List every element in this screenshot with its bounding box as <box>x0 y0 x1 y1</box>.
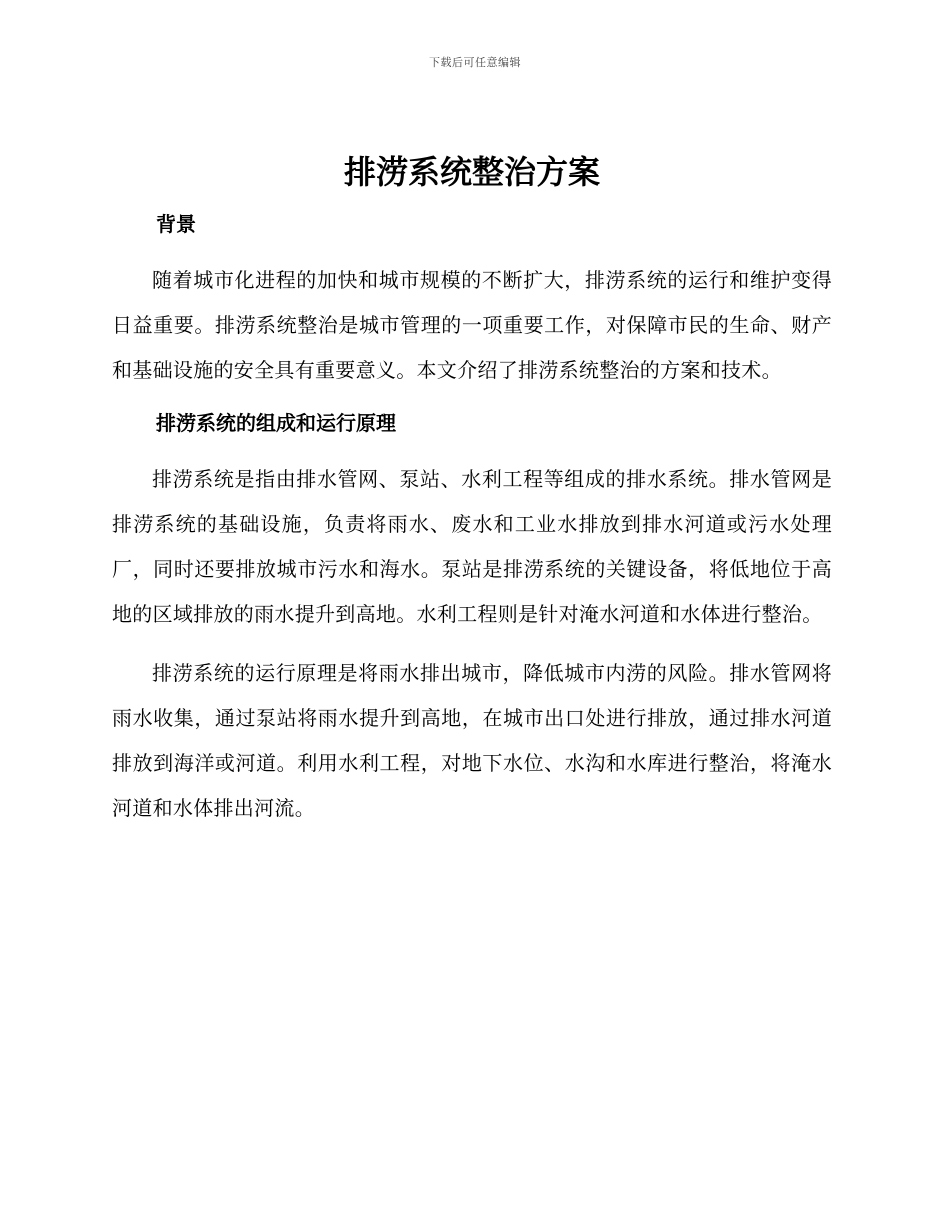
paragraph-operation-principle: 排涝系统的运行原理是将雨水排出城市，降低城市内涝的风险。排水管网将雨水收集，通过泵站将雨水提升到高地，在城市出口处进行排放，通过排水河道排放到海洋或河道。利用水利工程，对地下水位、水沟和水库进行整治，将淹水河道和水体排出河流。 <box>112 661 832 820</box>
document-title: 排涝系统整治方案 <box>343 153 600 191</box>
header-note: 下载后可任意编辑 <box>429 56 521 69</box>
section-heading-composition: 排涝系统的组成和运行原理 <box>156 411 396 435</box>
section-heading-background: 背景 <box>156 212 196 236</box>
paragraph-composition: 排涝系统是指由排水管网、泵站、水利工程等组成的排水系统。排水管网是排涝系统的基础设施，负责将雨水、废水和工业水排放到排水河道或污水处理厂，同时还要排放城市污水和海水。泵站是排涝系统的关键设备，将低地位于高地的区域排放的雨水提升到高地。水利工程则是针对淹水河道和水体进行整治。 <box>112 467 832 626</box>
document-body <box>112 148 832 831</box>
paragraph-background: 随着城市化进程的加快和城市规模的不断扩大，排涝系统的运行和维护变得日益重要。排涝系统整治是城市管理的一项重要工作，对保障市民的生命、财产和基础设施的安全具有重要意义。本文介绍了排涝系统整治的方案和技术。 <box>112 268 832 382</box>
